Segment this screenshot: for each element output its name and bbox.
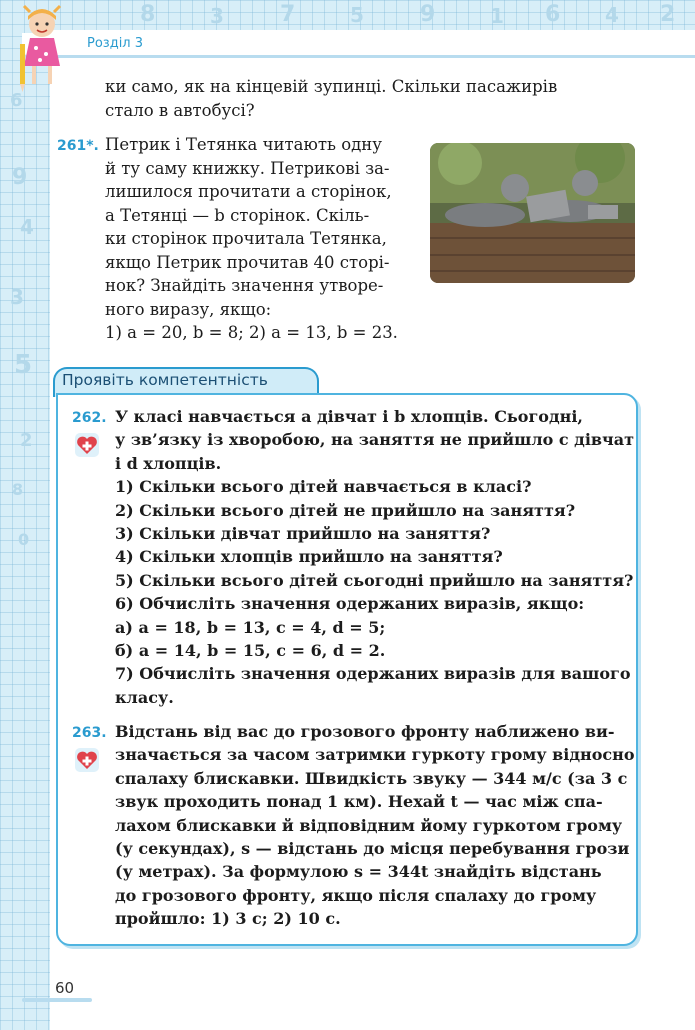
text-line: нок? Знайдіть значення утворе-: [105, 276, 384, 295]
text-line: значається за часом затримки гуркоту грому відносно: [115, 745, 635, 765]
text-line: 5) Скільки всього дітей сьогодні прийшло на заняття?: [115, 570, 634, 590]
text-line: й ту саму книжку. Петрикові за-: [105, 158, 390, 178]
text-line: 4) Скільки хлопців прийшло на заняття?: [115, 547, 503, 567]
text-line: 7) Обчисліть значення одержаних виразів для вашого: [115, 664, 631, 684]
competence-title: Проявіть компетентність: [62, 371, 268, 389]
text-line: і d хлопців.: [115, 453, 222, 473]
text-line: класу.: [115, 687, 174, 707]
task-number-262: 262.: [72, 410, 107, 426]
text-line: а) a = 18, b = 13, c = 4, d = 5;: [115, 617, 386, 637]
text-line: У класі навчається a дівчат і b хлопців. Сьогодні,: [115, 407, 583, 426]
text-line: б) a = 14, b = 15, c = 6, d = 2.: [115, 641, 386, 661]
task-263-text: [115, 720, 635, 931]
page-number: 60: [55, 979, 75, 997]
task-261-text: [105, 133, 398, 345]
top-grid-band: [0, 0, 695, 30]
health-heart-icon: [74, 747, 100, 773]
text-line: спалаху блискавки. Швидкість звуку — 344 м/с (за 3 с: [115, 768, 628, 788]
text-line: (у метрах). За формулою s = 344t знайдіть відстань: [115, 862, 602, 882]
left-grid-band: [0, 0, 50, 1030]
text-line: 2) Скільки всього дітей не прийшло на заняття?: [115, 500, 576, 520]
text-line: (у секундах), s — відстань до місця перебування грози: [115, 839, 630, 859]
text-line: 1) a = 20, b = 8; 2) a = 13, b = 23.: [105, 323, 398, 342]
text-line: стало в автобусі?: [105, 100, 255, 120]
text-line: ки само, як на кінцевій зупинці. Скільки пасажирів: [105, 77, 558, 96]
text-line: звук проходить понад 1 км). Нехай t — час між спа-: [115, 792, 603, 812]
text-line: ного виразу, якщо:: [105, 299, 272, 319]
text-line: якщо Петрик прочитав 40 сторі-: [105, 252, 390, 272]
text-line: а Тетянці — b сторінок. Скіль-: [105, 205, 370, 225]
task-number-263: 263.: [72, 725, 107, 741]
page-number-underline: [22, 998, 92, 1002]
text-line: 1) Скільки всього дітей навчається в класі?: [115, 477, 532, 497]
girl-mascot-icon: [14, 4, 70, 94]
intro-text: [105, 75, 557, 122]
text-line: лишилося прочитати a сторінок,: [105, 182, 392, 201]
task-262-text: [115, 405, 634, 709]
text-line: лахом блискавки й відповідним йому гуркотом грому: [115, 815, 623, 835]
text-line: пройшло: 1) 3 с; 2) 10 с.: [115, 909, 341, 929]
children-reading-photo: [430, 143, 635, 283]
text-line: ки сторінок прочитала Тетянка,: [105, 229, 387, 248]
text-line: 3) Скільки дівчат прийшло на заняття?: [115, 524, 491, 544]
text-line: до грозового фронту, якщо після спалаху до грому: [115, 885, 597, 905]
task-number-261: 261*.: [57, 138, 99, 154]
text-line: 6) Обчисліть значення одержаних виразів, якщо:: [115, 594, 585, 614]
health-heart-icon: [74, 432, 100, 458]
text-line: Відстань від вас до грозового фронту наближено ви-: [115, 722, 615, 741]
text-line: у зв’язку із хворобою, на заняття не прийшло c дівчат: [115, 430, 634, 450]
text-line: Петрик і Тетянка читають одну: [105, 135, 383, 154]
section-label: Розділ 3: [87, 36, 144, 51]
